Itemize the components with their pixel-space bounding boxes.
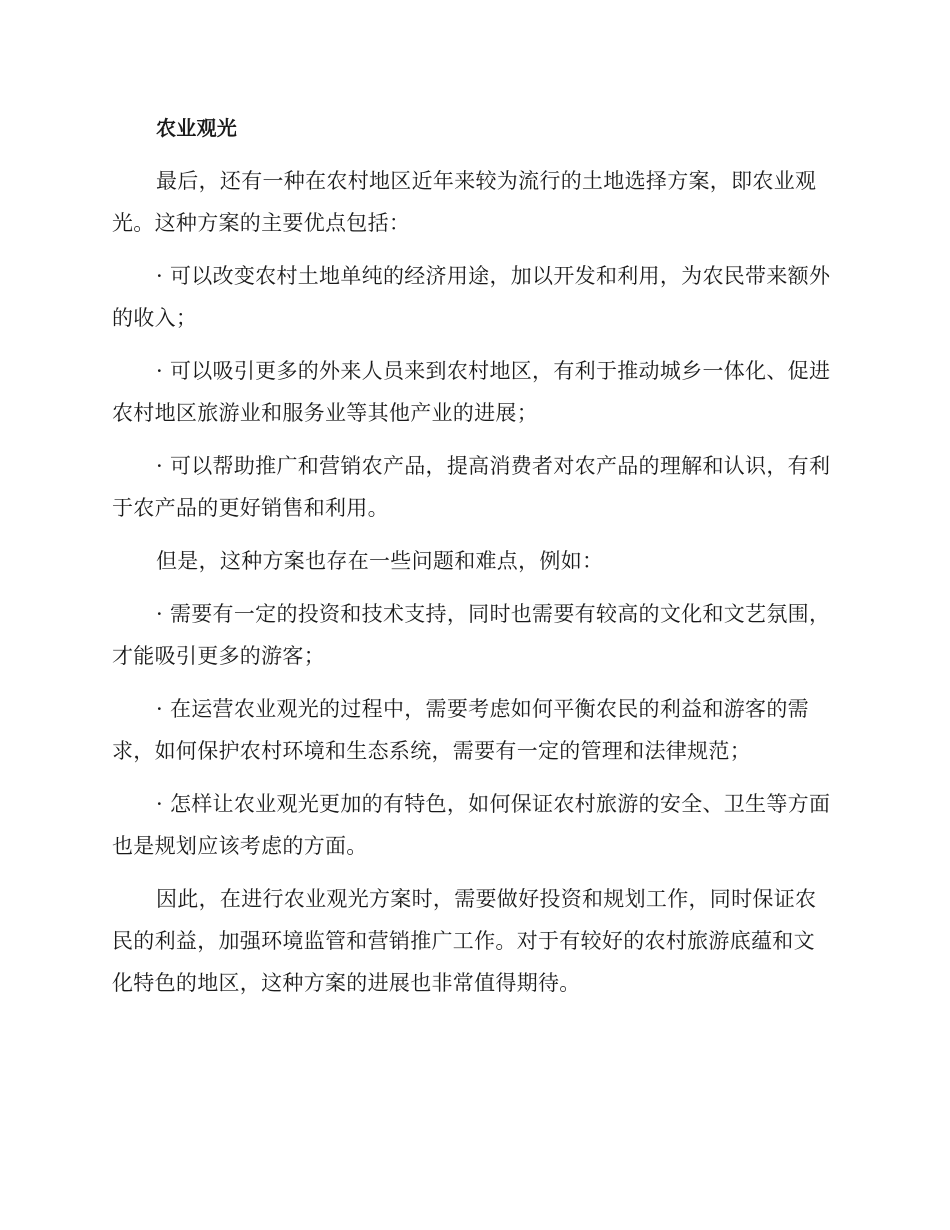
advantage-item-3: · 可以帮助推广和营销农产品，提高消费者对农产品的理解和认识，有利于农产品的更好销售和利用。 — [112, 454, 831, 520]
problems-intro-paragraph: 但是，这种方案也存在一些问题和难点，例如： — [156, 549, 604, 573]
problem-item-2: · 在运营农业观光的过程中，需要考虑如何平衡农民的利益和游客的需求，如何保护农村环境和生态系统，需要有一定的管理和法律规范； — [112, 697, 809, 763]
advantage-item-1: · 可以改变农村土地单纯的经济用途，加以开发和利用，为农民带来额外的收入； — [112, 264, 831, 330]
conclusion-paragraph: 因此，在进行农业观光方案时，需要做好投资和规划工作，同时保证农民的利益，加强环境监管和营销推广工作。对于有较好的农村旅游底蕴和文化特色的地区，这种方案的进展也非常值得期待。 — [112, 887, 817, 995]
intro-paragraph: 最后，还有一种在农村地区近年来较为流行的土地选择方案，即农业观光。这种方案的主要优点包括： — [112, 169, 817, 235]
advantage-item-2: · 可以吸引更多的外来人员来到农村地区，有利于推动城乡一体化、促进农村地区旅游业和服务业等其他产业的进展； — [112, 359, 831, 425]
problem-item-1: · 需要有一定的投资和技术支持，同时也需要有较高的文化和文艺氛围，才能吸引更多的游客； — [112, 602, 831, 668]
document-page — [112, 107, 832, 1015]
problem-item-3: · 怎样让农业观光更加的有特色，如何保证农村旅游的安全、卫生等方面也是规划应该考虑的方面。 — [112, 792, 831, 858]
section-heading: 农业观光 — [156, 116, 238, 140]
